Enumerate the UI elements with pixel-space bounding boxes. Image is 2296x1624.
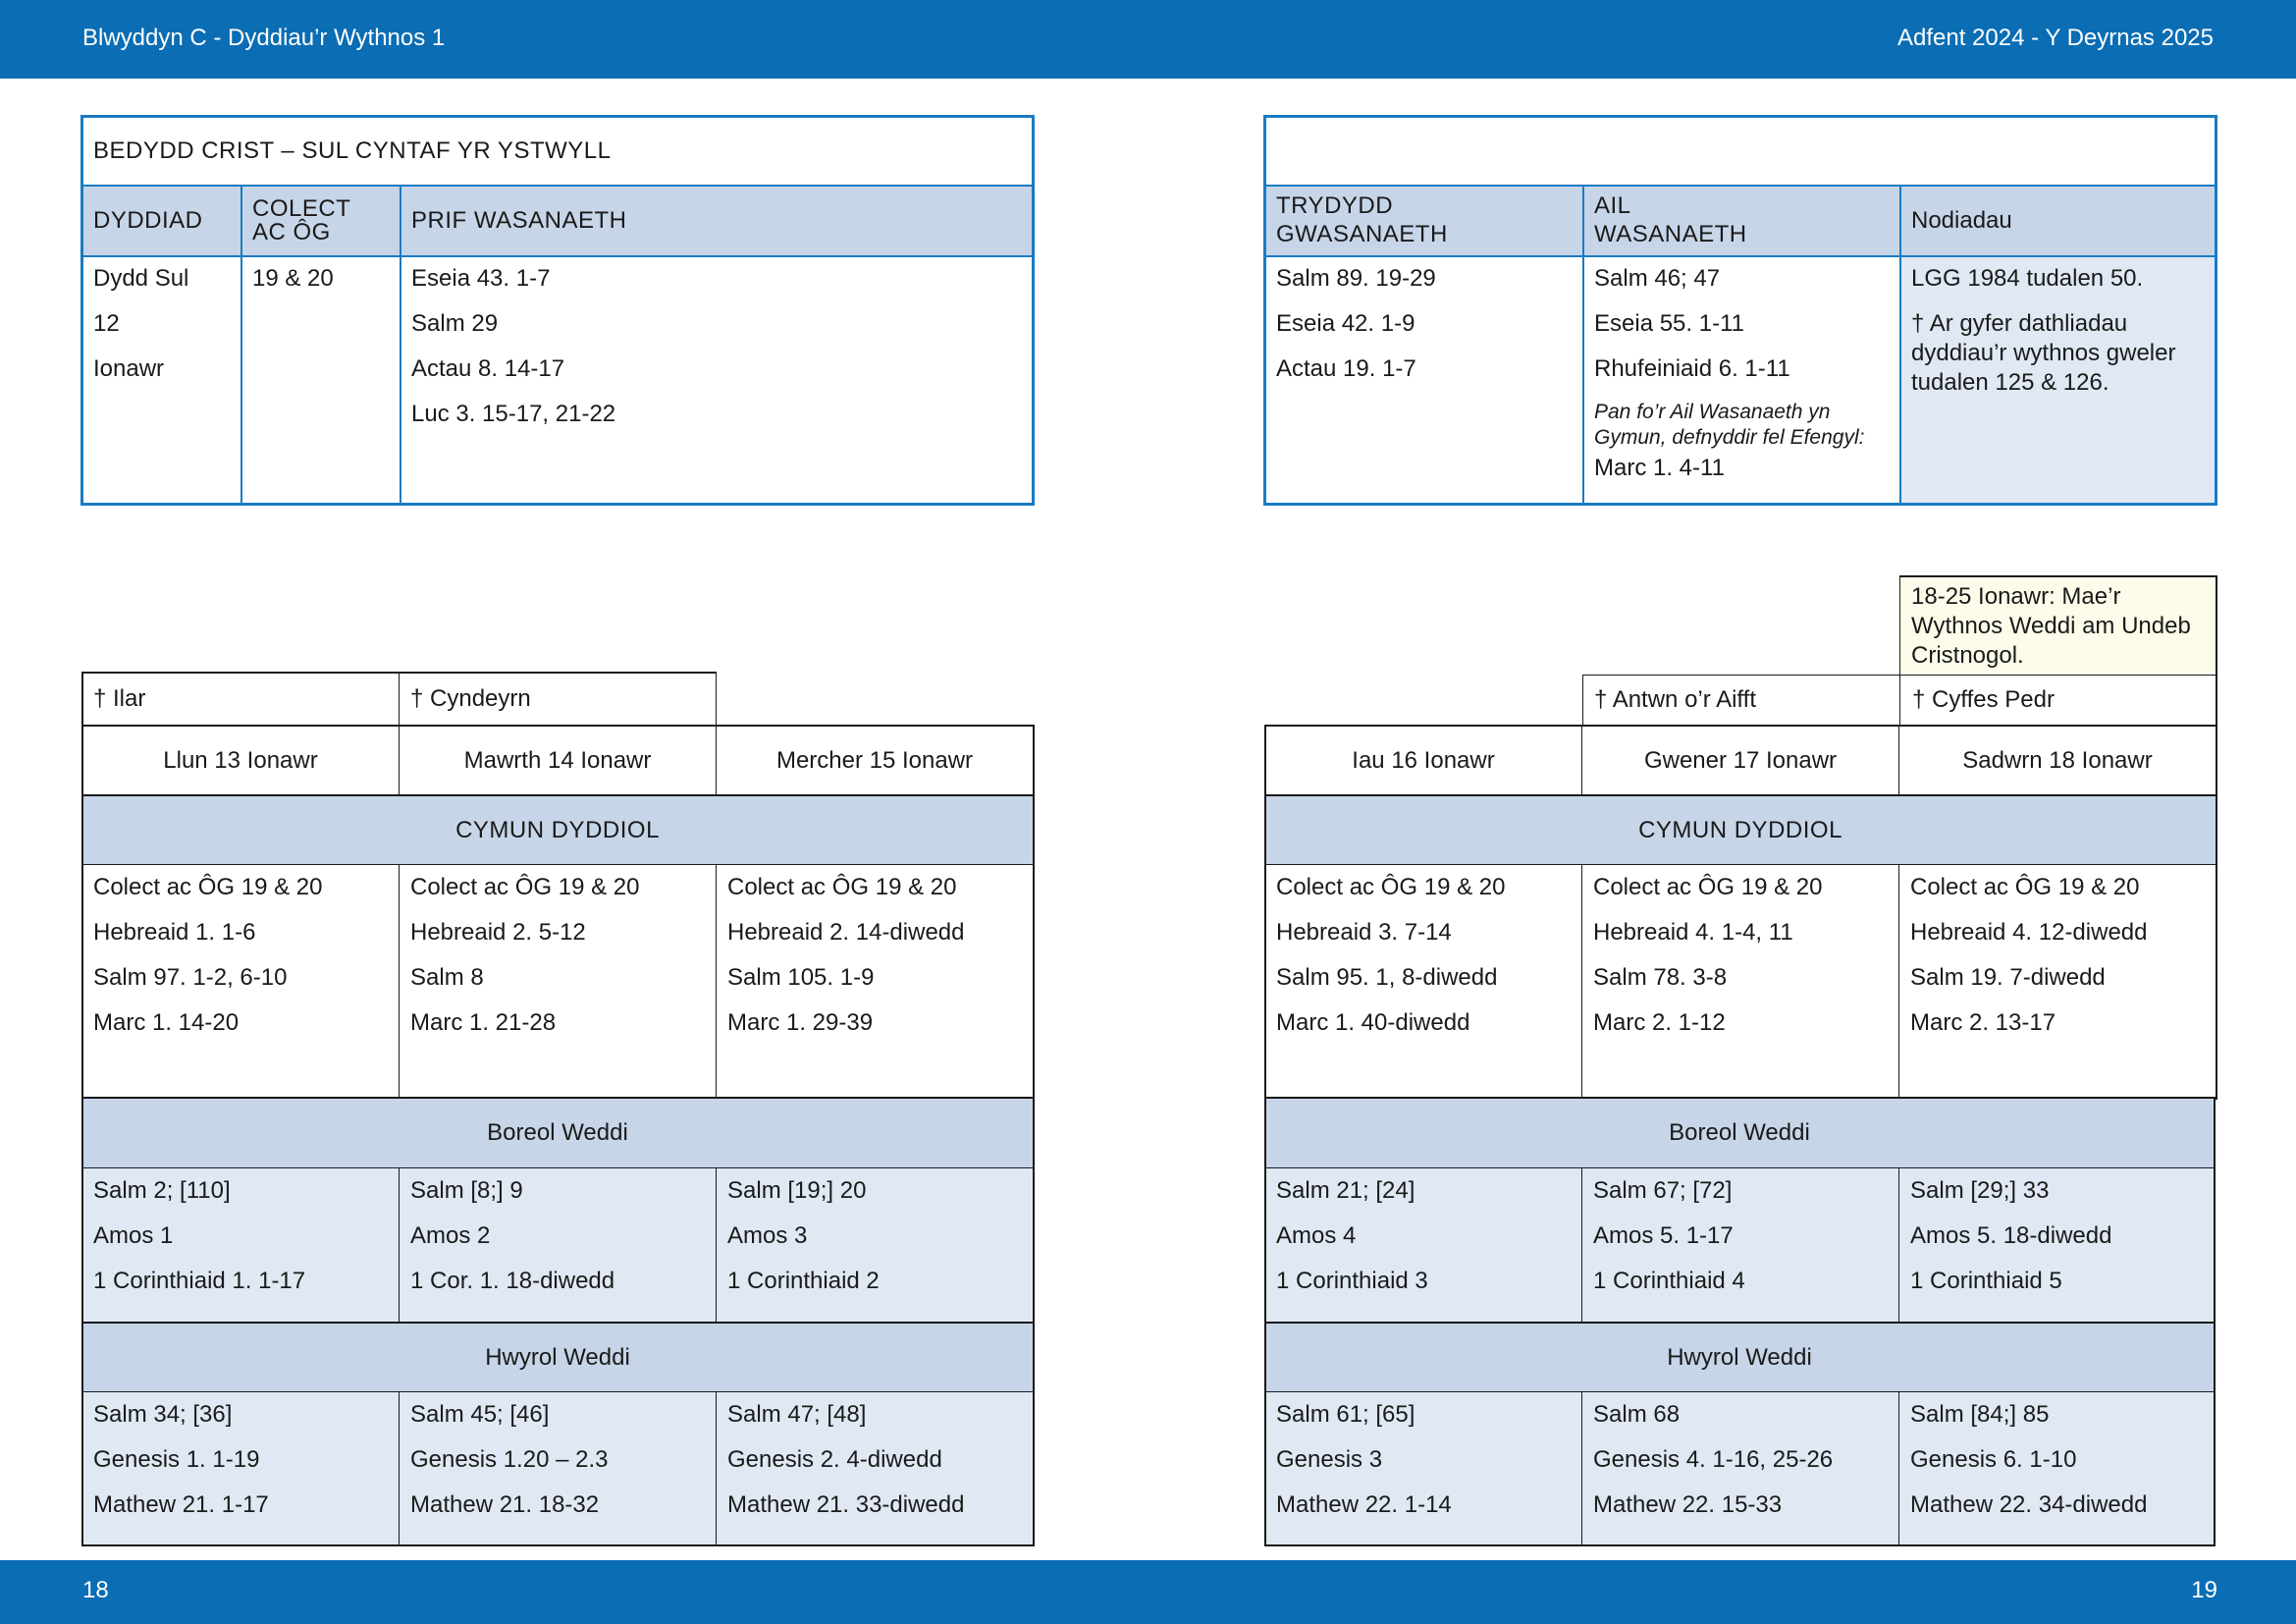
reading: Mathew 22. 15-33 [1593,1491,1783,1518]
grid-line [81,672,83,1546]
reading: Salm 34; [36] [93,1401,233,1428]
reading: Eseia 55. 1-11 [1594,310,1744,337]
grid-line [1581,725,1582,796]
grid-line [1264,1544,2215,1546]
sunday-notes-cell [1900,256,2216,504]
divider [1582,186,1584,504]
reading: Hebreaid 4. 12-diwedd [1910,919,2148,946]
grid-line [399,1391,400,1546]
day-heading: Sadwrn 18 Ionawr [1899,727,2216,795]
morning-cell [1265,1168,1581,1322]
reading: Genesis 1. 1-19 [93,1446,260,1473]
reading: Colect ac ÔG 19 & 20 [1910,874,2140,900]
eucharist-cell [1265,865,1581,1097]
sunday-second-cell [1583,256,1900,504]
page-number-right: 19 [2191,1577,2217,1603]
divider [400,186,401,504]
grid-line [716,864,717,1099]
reading: Mathew 21. 1-17 [93,1491,269,1518]
header-right-title: Adfent 2024 - Y Deyrnas 2025 [1896,25,2214,51]
header-notes: Nodiadau [1900,186,2216,256]
reading: Marc 1. 40-diwedd [1276,1009,1470,1036]
grid-line [1264,725,1266,1546]
eucharist-cell [1899,865,2216,1097]
reading: Salm 47; [48] [727,1401,867,1428]
eucharist-cell [1582,865,1898,1097]
grid-line [399,672,400,796]
second-service-note: Pan fo’r Ail Wasanaeth yn Gymun, defnyddir fel Efengyl: [1594,401,1865,450]
reading: Hebreaid 4. 1-4, 11 [1593,919,1793,946]
grid-line [716,672,717,796]
reading: Colect ac ÔG 19 & 20 [1276,874,1506,900]
morning-cell [400,1168,716,1322]
reading: Hebreaid 1. 1-6 [93,919,256,946]
sunday-title-continued [1265,117,2216,186]
section-title-evening-prayer: Hwyrol Weddi [1265,1324,2214,1391]
reading: Hebreaid 3. 7-14 [1276,919,1452,946]
commemoration: † Antwn o’r Aifft [1583,676,1899,725]
reading: Salm [84;] 85 [1910,1401,2050,1428]
divider [82,255,1033,257]
reading: Salm 29 [411,310,499,337]
grid-line [1581,1391,1582,1546]
reading: Amos 2 [410,1222,491,1249]
evening-cell [1582,1392,1898,1544]
divider [82,185,1033,187]
grid-line [1899,575,1900,727]
reading: Salm 78. 3-8 [1593,964,1728,991]
commemoration: † Ilar [82,674,399,725]
date-number: 12 [93,310,120,337]
day-heading: Gwener 17 Ionawr [1582,727,1898,795]
reading: Salm 8 [410,964,484,991]
grid-line [2216,575,2217,1100]
reading: Eseia 42. 1-9 [1276,310,1415,337]
reading: 1 Corinthiaid 1. 1-17 [93,1268,306,1294]
sunday-principal-cell [400,256,1033,504]
reading: Salm 97. 1-2, 6-10 [93,964,288,991]
grid-line [81,864,1034,865]
day-heading: Llun 13 Ionawr [82,727,399,795]
section-title-morning-prayer: Boreol Weddi [82,1099,1033,1167]
grid-line [81,1391,1034,1392]
reading: Genesis 1.20 – 2.3 [410,1446,609,1473]
reading: Genesis 3 [1276,1446,1383,1473]
grid-line [81,1097,1034,1099]
reading: Salm 46; 47 [1594,265,1721,292]
reading: Salm 95. 1, 8-diwedd [1276,964,1498,991]
reading: Eseia 43. 1-7 [411,265,551,292]
reading: Salm 19. 7-diwedd [1910,964,2106,991]
divider [1265,255,2216,257]
header-date: DYDDIAD [82,186,241,256]
grid-line [399,1167,400,1324]
reading: Salm 61; [65] [1276,1401,1415,1428]
reading: Salm [19;] 20 [727,1177,867,1204]
reading: Salm 68 [1593,1401,1681,1428]
reading: Amos 3 [727,1222,808,1249]
reading: 1 Corinthiaid 3 [1276,1268,1428,1294]
divider [1265,185,2216,187]
grid-line [1264,794,2217,796]
sunday-title: BEDYDD CRIST – SUL CYNTAF YR YSTWYLL [82,117,1033,186]
grid-line [1264,1097,2217,1099]
page-header [0,0,2296,79]
header-third-service: TRYDYDD GWASANAETH [1265,186,1583,256]
reading: Amos 4 [1276,1222,1357,1249]
header-principal-service: PRIF WASANAETH [400,186,1033,256]
eucharist-cell [717,865,1033,1097]
section-title-eucharist: CYMUN DYDDIOL [1265,796,2216,864]
day-heading: Iau 16 Ionawr [1265,727,1581,795]
grid-line [1899,575,2216,577]
reading: 1 Corinthiaid 5 [1910,1268,2062,1294]
evening-cell [1265,1392,1581,1544]
date-month: Ionawr [93,355,165,382]
grid-line [716,1391,717,1546]
section-title-eucharist: CYMUN DYDDIOL [82,796,1033,864]
reading: Salm 105. 1-9 [727,964,875,991]
header-second-service: AIL WASANAETH [1583,186,1900,256]
reading: Marc 1. 21-28 [410,1009,557,1036]
reading: Mathew 21. 33-diwedd [727,1491,965,1518]
reading: Genesis 4. 1-16, 25-26 [1593,1446,1834,1473]
divider [1899,186,1901,504]
reading: Colect ac ÔG 19 & 20 [727,874,957,900]
reading: Salm 89. 19-29 [1276,265,1436,292]
sunday-date-cell [82,256,241,504]
reading: Hebreaid 2. 14-diwedd [727,919,965,946]
grid-line [1264,864,2217,865]
reading: 1 Corinthiaid 2 [727,1268,880,1294]
grid-line [1582,675,2216,676]
reading: Amos 1 [93,1222,174,1249]
grid-line [1264,725,2217,727]
grid-line [1898,1391,1899,1546]
grid-line [81,1167,1034,1168]
reading: 1 Cor. 1. 18-diwedd [410,1268,615,1294]
reading: Actau 19. 1-7 [1276,355,1416,382]
reading: Actau 8. 14-17 [411,355,565,382]
grid-line [1898,1167,1899,1324]
reading: Salm [29;] 33 [1910,1177,2050,1204]
section-title-morning-prayer: Boreol Weddi [1265,1099,2214,1167]
reading: 1 Corinthiaid 4 [1593,1268,1745,1294]
grid-line [1264,1391,2215,1392]
morning-cell [82,1168,399,1322]
date-day: Dydd Sul [93,265,189,292]
day-heading: Mercher 15 Ionawr [717,727,1033,795]
reading: Salm 45; [46] [410,1401,550,1428]
reading: Mathew 22. 1-14 [1276,1491,1452,1518]
grid-line [2214,1099,2216,1546]
grid-line [1898,864,1899,1099]
page-number-left: 18 [82,1577,109,1603]
reading: Genesis 6. 1-10 [1910,1446,2077,1473]
grid-line [81,1322,1034,1324]
commemoration: † Cyffes Pedr [1901,676,2216,725]
reading: Marc 2. 1-12 [1593,1009,1726,1036]
note-line: LGG 1984 tudalen 50. [1911,265,2144,292]
week-of-prayer-note: 18-25 Ionawr: Mae’r Wythnos Weddi am Undeb Cristnogol. [1900,577,2216,675]
reading: Salm 21; [24] [1276,1177,1415,1204]
grid-line [1898,725,1899,796]
reading: Colect ac ÔG 19 & 20 [1593,874,1823,900]
note-line: † Ar gyfer dathliadau dyddiau’r wythnos gweler tudalen 125 & 126. [1911,310,2176,396]
evening-cell [400,1392,716,1544]
evening-cell [717,1392,1033,1544]
eucharist-cell [400,865,716,1097]
grid-line [81,725,1034,727]
morning-cell [717,1168,1033,1322]
grid-line [399,864,400,1099]
sunday-third-cell [1265,256,1583,504]
reading: Hebreaid 2. 5-12 [410,919,586,946]
grid-line [1264,1167,2215,1168]
reading: Salm 2; [110] [93,1177,231,1204]
day-heading: Mawrth 14 Ionawr [400,727,716,795]
reading: Colect ac ÔG 19 & 20 [410,874,640,900]
reading: Luc 3. 15-17, 21-22 [411,401,616,427]
grid-line [1582,675,1583,727]
reading: Rhufeiniaid 6. 1-11 [1594,355,1790,382]
grid-line [1264,1322,2215,1324]
morning-cell [1582,1168,1898,1322]
grid-line [716,1167,717,1324]
second-service-gospel: Marc 1. 4-11 [1594,454,1725,481]
sunday-collect-cell [241,256,400,504]
reading: Salm [8;] 9 [410,1177,523,1204]
morning-cell [1899,1168,2214,1322]
reading: Mathew 21. 18-32 [410,1491,600,1518]
reading: Amos 5. 1-17 [1593,1222,1734,1249]
page-footer [0,1560,2296,1624]
evening-cell [1899,1392,2214,1544]
grid-line [1581,1167,1582,1324]
reading: Marc 1. 14-20 [93,1009,240,1036]
divider [240,186,242,504]
header-left-title: Blwyddyn C - Dyddiau’r Wythnos 1 [82,25,446,51]
collect-value: 19 & 20 [252,265,334,292]
grid-line [1581,864,1582,1099]
reading: Mathew 22. 34-diwedd [1910,1491,2148,1518]
commemoration: † Cyndeyrn [400,674,716,725]
grid-line [81,794,1034,796]
header-collect: COLECT AC ÔG [241,186,400,256]
reading: Marc 2. 13-17 [1910,1009,2056,1036]
reading: Marc 1. 29-39 [727,1009,874,1036]
reading: Salm 67; [72] [1593,1177,1733,1204]
section-title-evening-prayer: Hwyrol Weddi [82,1324,1033,1391]
reading: Amos 5. 18-diwedd [1910,1222,2112,1249]
evening-cell [82,1392,399,1544]
eucharist-cell [82,865,399,1097]
reading: Genesis 2. 4-diwedd [727,1446,942,1473]
grid-line [1033,725,1035,1546]
reading: Colect ac ÔG 19 & 20 [93,874,323,900]
grid-line [81,1544,1034,1546]
